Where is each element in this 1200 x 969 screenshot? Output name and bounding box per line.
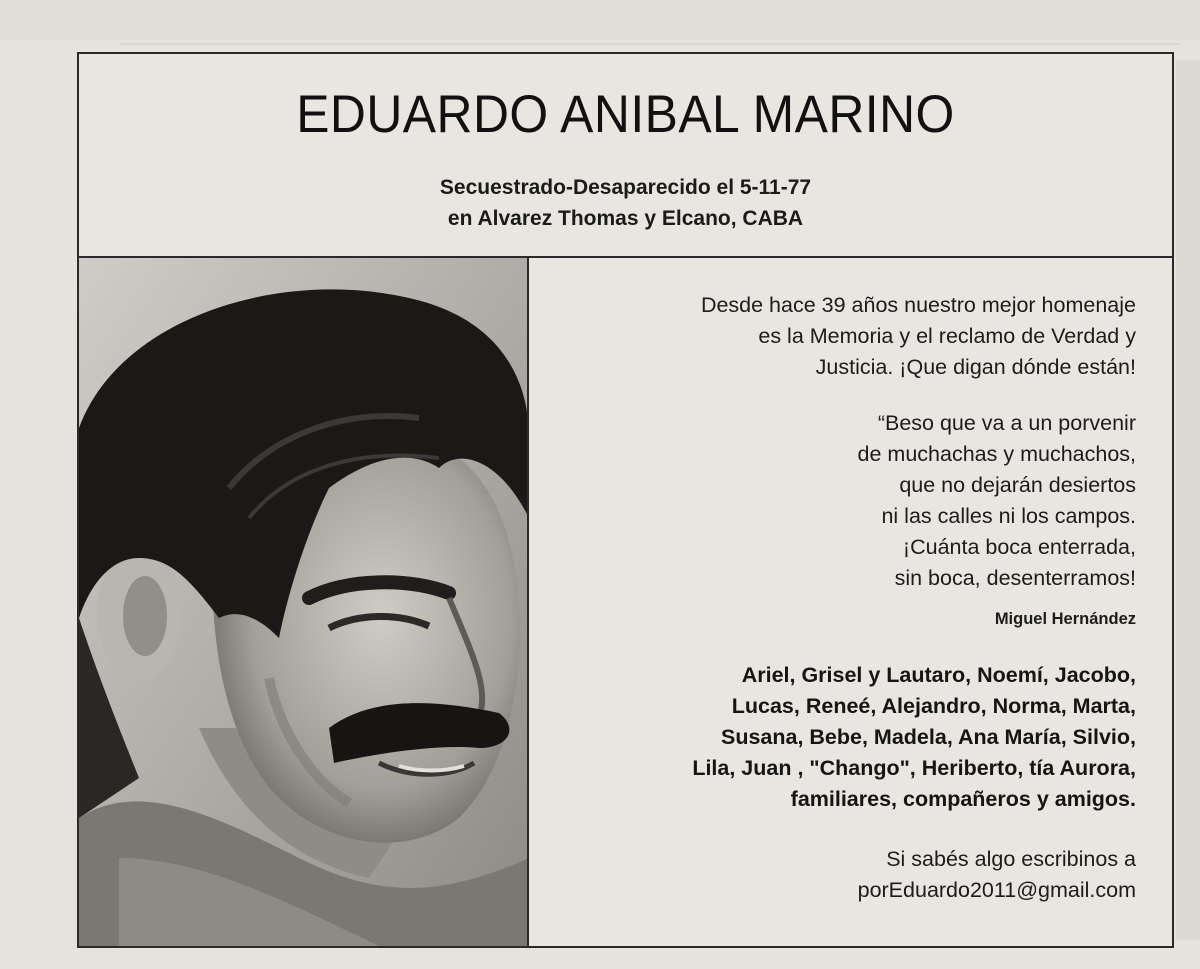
signers-line: Lucas, Reneé, Alejandro, Norma, Marta, <box>731 694 1136 718</box>
notice-text-column <box>529 258 1172 946</box>
poem-quote <box>556 408 1136 594</box>
tribute-line: Desde hace 39 años nuestro mejor homenaje <box>700 293 1136 317</box>
poem-line: que no dejarán desiertos <box>899 473 1136 497</box>
subtitle-line: Secuestrado-Desaparecido el 5-11-77 <box>439 176 812 199</box>
poem-line: sin boca, desenterramos! <box>894 566 1136 590</box>
poem-author: Miguel Hernández <box>994 610 1136 628</box>
contact-info <box>556 844 1136 906</box>
person-name: EDUARDO ANIBAL MARINO <box>296 85 955 144</box>
contact-email: porEduardo2011@gmail.com <box>857 878 1136 902</box>
signers-line: Lila, Juan , "Chango", Heriberto, tía Aurora, <box>692 756 1136 780</box>
poem-line: “Beso que va a un porvenir <box>877 411 1136 435</box>
portrait-photo <box>79 258 529 946</box>
signers-list <box>536 660 1136 815</box>
subtitle-line: en Alvarez Thomas y Elcano, CABA <box>447 207 804 230</box>
disappearance-details <box>79 172 1172 234</box>
signers-line: Ariel, Grisel y Lautaro, Noemí, Jacobo, <box>741 663 1136 687</box>
memorial-notice <box>77 52 1174 948</box>
signers-line: Susana, Bebe, Madela, Ana María, Silvio, <box>720 725 1136 749</box>
poem-line: de muchachas y muchachos, <box>857 442 1136 466</box>
tribute-paragraph <box>556 290 1136 383</box>
notice-header <box>79 54 1172 258</box>
poem-line: ni las calles ni los campos. <box>881 504 1136 528</box>
contact-line: Si sabés algo escribinos a <box>886 847 1136 871</box>
signers-line: familiares, compañeros y amigos. <box>790 787 1136 811</box>
poem-line: ¡Cuánta boca enterrada, <box>902 535 1136 559</box>
tribute-line: es la Memoria y el reclamo de Verdad y <box>758 324 1136 348</box>
tribute-line: Justicia. ¡Que digan dónde están! <box>815 355 1136 379</box>
portrait-image <box>79 258 529 946</box>
